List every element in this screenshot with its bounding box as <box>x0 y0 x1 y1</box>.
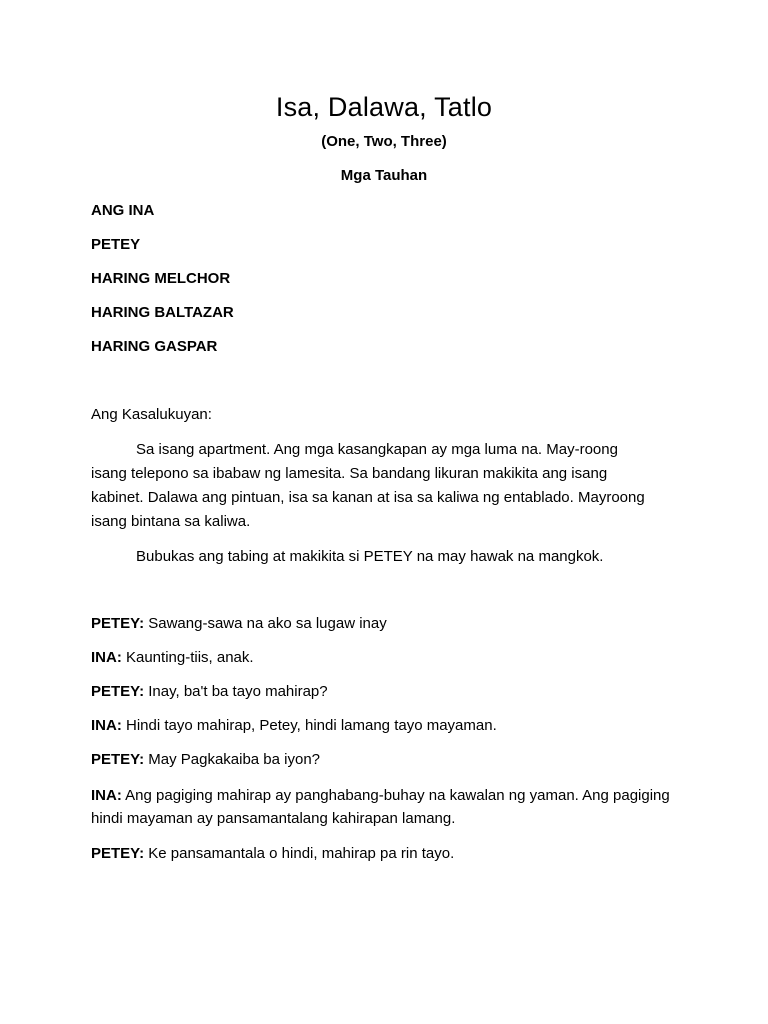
dialogue-text: May Pagkakaiba ba iyon? <box>144 751 321 768</box>
cast-member: HARING GASPAR <box>91 338 218 355</box>
dialogue-line <box>91 784 671 830</box>
speaker-name: INA: <box>91 717 122 734</box>
dialogue-text: Sawang-sawa na ako sa lugaw inay <box>144 615 387 632</box>
stage-direction: Bubukas ang tabing at makikita si PETEY na may hawak na mangkok. <box>136 548 604 565</box>
speaker-name: PETEY: <box>91 845 145 862</box>
dialogue-line <box>91 680 671 703</box>
dialogue-line <box>91 646 671 669</box>
speaker-name: INA: <box>91 649 122 666</box>
play-title: Isa, Dalawa, Tatlo <box>275 92 493 122</box>
speaker-name: PETEY: <box>91 683 145 700</box>
dialogue-text: Inay, ba't ba tayo mahirap? <box>144 683 328 700</box>
play-subtitle: (One, Two, Three) <box>321 133 447 150</box>
dialogue-text: Kaunting-tiis, anak. <box>121 649 254 666</box>
stage-direction: Sa isang apartment. Ang mga kasangkapan ay mga luma na. May-roong isang telepono sa ibabaw ng lamesita. Sa bandang likuran makikita ang isang kabinet. Dalawa ang pintuan, isa sa kanan at isa sa kaliwa ng entablado. Mayroong isang bintana sa kaliwa. <box>91 441 645 530</box>
dialogue-line <box>91 612 671 635</box>
dialogue-line <box>91 714 671 737</box>
speaker-name: PETEY: <box>91 751 145 768</box>
setting-label: Ang Kasalukuyan: <box>91 406 212 423</box>
cast-heading: Mga Tauhan <box>340 167 428 184</box>
dialogue-text: Hindi tayo mahirap, Petey, hindi lamang tayo mayaman. <box>121 717 497 734</box>
cast-member: HARING MELCHOR <box>91 270 231 287</box>
speaker-name: INA: <box>91 787 122 804</box>
speaker-name: PETEY: <box>91 615 145 632</box>
cast-member: HARING BALTAZAR <box>91 304 234 321</box>
dialogue-text: Ke pansamantala o hindi, mahirap pa rin tayo. <box>144 845 455 862</box>
cast-member: PETEY <box>91 236 141 253</box>
cast-list <box>91 201 234 371</box>
dialogue-line <box>91 748 671 771</box>
dialogue-text: Ang pagiging mahirap ay panghabang-buhay na kawalan ng yaman. Ang pagiging hindi mayaman ay pansamantalang kahirapan lamang. <box>91 787 670 827</box>
cast-member: ANG INA <box>91 202 155 219</box>
dialogue-line <box>91 842 671 865</box>
